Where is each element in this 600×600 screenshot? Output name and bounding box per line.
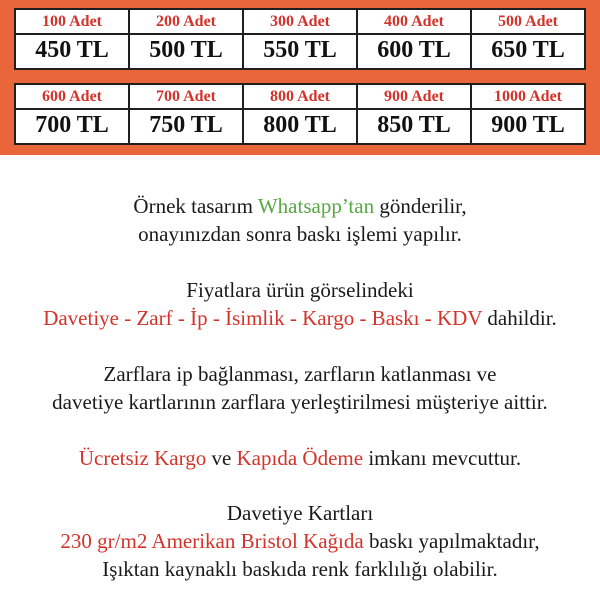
price-cell: 550 TL (243, 34, 357, 69)
qty-cell: 500 Adet (471, 9, 585, 34)
qty-cell: 600 Adet (15, 84, 129, 109)
price-cell: 850 TL (357, 109, 471, 144)
paragraph-sample-design (4, 193, 596, 249)
text-segment: imkanı mevcuttur. (363, 445, 522, 470)
text-segment: gönderilir, (374, 194, 467, 218)
free-shipping-highlight: Ücretsiz Kargo (78, 445, 207, 470)
qty-cell: 900 Adet (357, 84, 471, 109)
qty-row (15, 84, 585, 109)
price-cell: 600 TL (357, 34, 471, 69)
price-cell: 700 TL (15, 109, 129, 144)
qty-cell: 400 Adet (357, 9, 471, 34)
price-cell: 650 TL (471, 34, 585, 69)
qty-cell: 800 Adet (243, 84, 357, 109)
qty-row (15, 9, 585, 34)
price-row (15, 34, 585, 69)
included-items-highlight: Davetiye - Zarf - İp - İsimlik - Kargo - Baskı - KDV (43, 305, 483, 330)
text-segment: Fiyatlara ürün görselindeki (186, 277, 414, 302)
text-segment: Işıktan kaynaklı baskıda renk farklılığı olabilir. (102, 557, 498, 582)
text-segment: baskı yapılmaktadır, (363, 529, 540, 554)
cash-on-delivery-highlight: Kapıda Ödeme (236, 445, 364, 470)
text-segment: davetiye kartlarının zarflara yerleştirilmesi müşteriye aittir. (52, 389, 548, 414)
price-banner (0, 0, 600, 155)
text-segment: ve (206, 445, 237, 470)
text-segment: Örnek tasarım (133, 194, 258, 218)
paragraph-card-material (4, 500, 596, 584)
price-cell: 500 TL (129, 34, 243, 69)
qty-cell: 700 Adet (129, 84, 243, 109)
price-table-2 (14, 83, 586, 145)
paragraph-shipping-payment (4, 445, 596, 473)
qty-cell: 300 Adet (243, 9, 357, 34)
text-segment: dahildir. (482, 305, 557, 330)
text-segment: Davetiye Kartları (226, 501, 374, 526)
text-segment: onayınızdan sonra baskı işlemi yapılır. (138, 221, 462, 246)
text-segment: Zarflara ip bağlanması, zarfların katlanması ve (103, 361, 497, 386)
info-section (0, 193, 600, 584)
whatsapp-highlight: Whatsapp’tan (257, 194, 375, 218)
qty-cell: 100 Adet (15, 9, 129, 34)
paragraph-customer-responsibility (4, 361, 596, 417)
price-cell: 900 TL (471, 109, 585, 144)
price-row (15, 109, 585, 144)
paragraph-price-includes (4, 277, 596, 333)
price-cell: 800 TL (243, 109, 357, 144)
qty-cell: 1000 Adet (471, 84, 585, 109)
price-table-1 (14, 8, 586, 70)
qty-cell: 200 Adet (129, 9, 243, 34)
price-cell: 750 TL (129, 109, 243, 144)
price-cell: 450 TL (15, 34, 129, 69)
paper-type-highlight: 230 gr/m2 Amerikan Bristol Kağıda (60, 529, 364, 554)
